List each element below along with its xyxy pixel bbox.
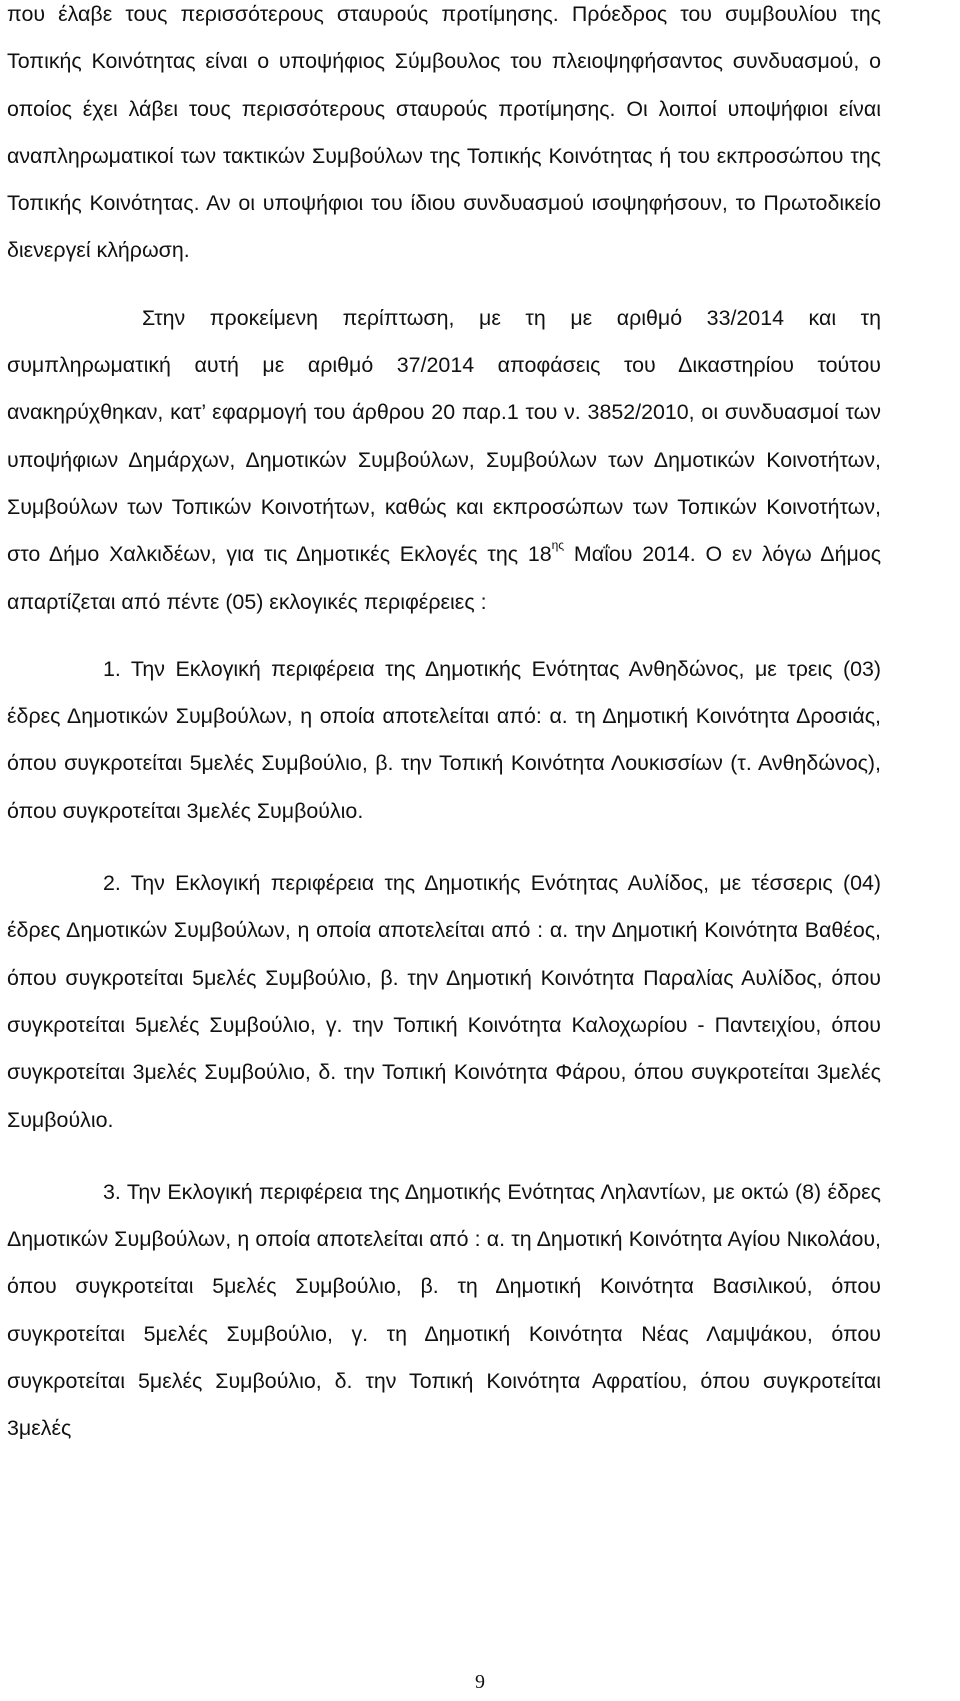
- ordinal-suffix: ης: [551, 538, 565, 553]
- paragraph-2-text: Στην προκείμενη περίπτωση, με τη με αριθμό 33/2014 και τη συμπληρωματική αυτή με αριθμό 37/2014 αποφάσεις του Δικαστηρίου τούτου ανακηρύχθηκαν, κατ’ εφαρμογή του άρθρου 20 παρ.1 του ν. 3852/2010, οι συνδυασμοί των υποψήφιων Δημάρχων, Δημοτικών Συμβούλων, Συμβούλων των Δημοτικών Κοινοτήτων, Συμβούλων των Τοπικών Κοινοτήτων, καθώς και εκπροσώπων των Τοπικών Κοινοτήτων, στο Δήμο Χαλκιδέων, για τις Δημοτικές Εκλογές της 18: [7, 305, 881, 567]
- paragraph-2-text-end: Μαΐου 2014. Ο εν λόγω Δήμος απαρτίζεται από πέντε (05) εκλογικές περιφέρειες :: [7, 542, 882, 614]
- list-item-3: 3. Την Εκλογική περιφέρεια της Δημοτικής Ενότητας Ληλαντίων, με οκτώ (8) έδρες Δημοτικών Συμβούλων, η οποία αποτελείται από : α. τη Δημοτική Κοινότητα Αγίου Νικολάου, όπου συγκροτείται 5μελές Συμβούλιο, β. τη Δημοτική Κοινότητα Βασιλικού, όπου συγκροτείται 5μελές Συμβούλιο, γ. τη Δημοτική Κοινότητα Νέας Λαμψάκου, όπου συγκροτείται 5μελές Συμβούλιο, δ. την Τοπική Κοινότητα Αφρατίου, όπου συγκροτείται 3μελές: [7, 1179, 881, 1441]
- list-item-1: 1. Την Εκλογική περιφέρεια της Δημοτικής Ενότητας Ανθηδώνος, με τρεις (03) έδρες Δημοτικών Συμβούλων, η οποία αποτελείται από: α. τη Δημοτική Κοινότητα Δροσιάς, όπου συγκροτείται 5μελές Συμβούλιο, β. την Τοπική Κοινότητα Λουκισσίων (τ. Ανθηδώνος), όπου συγκροτείται 3μελές Συμβούλιο.: [7, 656, 881, 823]
- page-number: 9: [475, 1671, 485, 1693]
- paragraph-1: που έλαβε τους περισσότερους σταυρούς προτίμησης. Πρόεδρος του συμβουλίου της Τοπικής Κοινότητας είναι ο υποψήφιος Σύμβουλος του πλειοψηφήσαντος συνδυασμού, ο οποίος έχει λάβει τους περισσότερους σταυρούς προτίμησης. Οι λοιποί υποψήφιοι είναι αναπληρωματικοί των τακτικών Συμβούλων της Τοπικής Κοινότητας ή του εκπροσώπου της Τοπικής Κοινότητας. Αν οι υποψήφιοι του ίδιου συνδυασμού ισοψηφήσουν, το Πρωτοδικείο διενεργεί κλήρωση.: [7, 2, 881, 263]
- paragraph-2: [7, 295, 881, 626]
- document-body: [7, 0, 881, 1453]
- list-item-2: 2. Την Εκλογική περιφέρεια της Δημοτικής Ενότητας Αυλίδος, με τέσσερις (04) έδρες Δημοτικών Συμβούλων, η οποία αποτελείται από : α. την Δημοτική Κοινότητα Βαθέος, όπου συγκροτείται 5μελές Συμβούλιο, β. την Δημοτική Κοινότητα Παραλίας Αυλίδος, όπου συγκροτείται 5μελές Συμβούλιο, γ. την Τοπική Κοινότητα Καλοχωρίου - Παντειχίου, όπου συγκροτείται 3μελές Συμβούλιο, δ. την Τοπική Κοινότητα Φάρου, όπου συγκροτείται 3μελές Συμβούλιο.: [7, 871, 881, 1132]
